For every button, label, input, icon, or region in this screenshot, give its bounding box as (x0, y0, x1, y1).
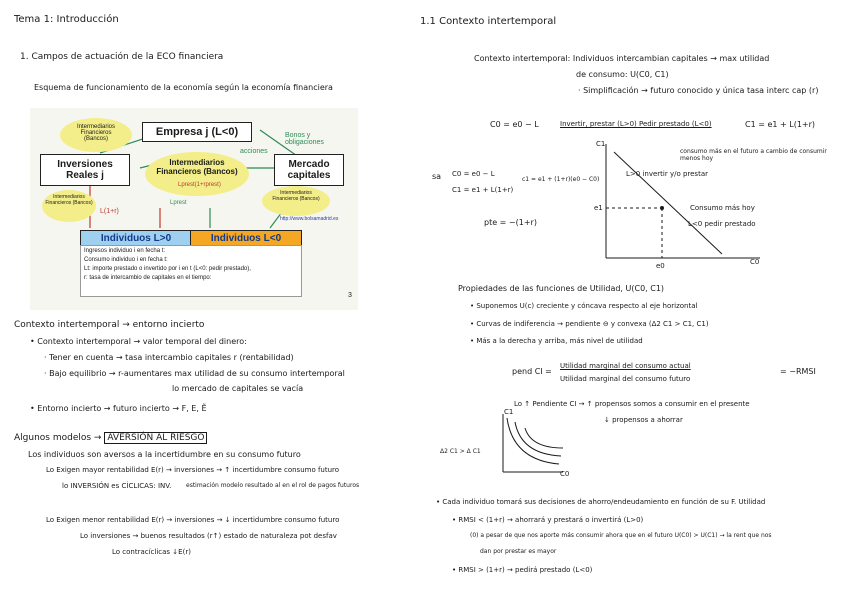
section-1-1-title: 1.1 Contexto intertemporal (420, 16, 557, 27)
ci-implication-1: Lo ↑ Pendiente CI → ↑ propensos somos a consumir en el presente (514, 400, 750, 408)
g1-axis-c0: C0 (750, 258, 760, 266)
url-label: http://www.bolsamadrid.es (280, 216, 339, 222)
g1-note-2: Consumo más hoy (690, 204, 755, 212)
sys-3: c1 = e1 + (1+r)(e0 − C0) (522, 176, 600, 183)
economy-scheme-slide (30, 108, 358, 310)
g1-lneg: L<0 pedir prestado (688, 220, 756, 228)
bonos-label: Bonos y obligaciones (285, 132, 324, 146)
g1-note-1: consumo más en el futuro a cambio de consumir menos hoy (680, 148, 827, 162)
pend-num: Utilidad marginal del consumo actual (560, 362, 691, 370)
g1-e0: e0 (656, 262, 665, 270)
g2-delta-label: Δ2 C1 > Δ C1 (440, 448, 481, 455)
int-small-mid-left: Intermediarios Financieros (Bancos) (45, 194, 93, 206)
algunos-label: Algunos modelos → (14, 433, 102, 443)
bullet-1b: · Bajo equilibrio → r-aumentares max utilidad de su consumo intertemporal (44, 369, 345, 378)
eq-c0: C0 = e0 − L (490, 120, 539, 129)
eq-middle: Invertir, prestar (L>0) Pedir prestado (L<0) (560, 120, 712, 128)
inversion-ciclicas: lo INVERSIÓN es CÍCLICAS: INV. (62, 482, 172, 490)
inversiones-buenos: Lo inversiones → buenos resultados (r↑) estado de naturaleza pot desfav (80, 532, 337, 540)
scheme-caption: Esquema de funcionamiento de la economía según la economía financiera (34, 83, 333, 92)
slide-line-2: Consumo individuo i en fecha t: (84, 257, 168, 263)
bullet-2: • Entorno incierto → futuro incierto → F, E, Ẽ (30, 404, 207, 413)
cada-individuo: • Cada individuo tomará sus decisiones de ahorro/endeudamiento en función de su F. Utilidad (436, 498, 766, 506)
slide-page-number: 3 (348, 292, 352, 299)
individuos-neg-box: Individuos L<0 (190, 230, 302, 246)
sys-1: C0 = e0 − L (452, 170, 495, 178)
acciones-label: acciones (240, 148, 268, 155)
algunos-modelos (14, 433, 207, 443)
g2-axis-c0: C0 (560, 470, 570, 478)
sa-label: sa (432, 172, 442, 181)
bullet-1c: lo mercado de capitales se vacía (172, 384, 304, 393)
simplification: · Simplificación → futuro conocido y única tasa interc cap (r) (578, 86, 819, 95)
sys-2: C1 = e1 + L(1+r) (452, 186, 514, 194)
int-small-right: Intermediarios Financieros (Bancos) (272, 190, 320, 202)
contraciclicas: Lo contracíclicas ↓E(r) (112, 548, 191, 556)
rmsi-less-note: (0) a pesar de que nos aporte más consumir ahora que en el futuro U(C0) > U(C1) → la rent que nos (470, 532, 772, 539)
pend-rhs: = −RMSI (780, 367, 816, 376)
prop-1: • Suponemos U(c) creciente y cóncava respecto al eje horizontal (470, 302, 698, 310)
slide-line-4: r: tasa de intercambio de capitales en el tiempo: (84, 275, 212, 281)
lprest-label: Lprest(1+rprest) (178, 182, 221, 188)
inversiones-box: Inversiones Reales j (40, 154, 130, 186)
g1-lpos: L>0 invertir y/o prestar (626, 170, 708, 178)
contexto-title: Contexto intertemporal → entorno incierto (14, 320, 205, 330)
exigen-menor: Lo Exigen menor rentabilidad E(r) → inversiones → ↓ incertidumbre consumo futuro (46, 516, 340, 524)
bullet-1a: · Tener en cuenta → tasa intercambio capitales r (rentabilidad) (44, 353, 294, 362)
prop-2: • Curvas de indiferencia → pendiente ⊖ y convexa (Δ2 C1 > C1, C1) (470, 320, 709, 328)
exigen-mayor: Lo Exigen mayor rentabilidad E(r) → inversiones → ↑ incertidumbre consumo futuro (46, 466, 340, 474)
lprest2-label: Lprest (170, 200, 187, 206)
intermediarios-main: Intermediarios Financieros (Bancos) (156, 158, 238, 176)
pend-lhs: pend CI = (512, 367, 552, 376)
slide-line-3: Lt: importe prestado o invertido por i en t (L<0: pedir prestado), (84, 266, 251, 272)
int-small-top-left: Intermediarios Financieros (Bancos) (76, 124, 115, 142)
g2-axis-c1: C1 (504, 408, 514, 416)
individuos-pos-box: Individuos L>0 (80, 230, 192, 246)
g1-axis-c1: C1 (596, 140, 606, 148)
empresa-box: Empresa j (L<0) (142, 122, 252, 142)
eq-c1: C1 = e1 + L(1+r) (745, 120, 816, 129)
prop-3: • Más a la derecha y arriba, más nivel de utilidad (470, 337, 643, 345)
topic-title: Tema 1: Introducción (14, 14, 119, 25)
bullet-1: • Contexto intertemporal → valor temporal del dinero: (30, 337, 247, 346)
g1-e1: e1 (594, 204, 603, 212)
slide-line-1: Ingresos individuo i en fecha t: (84, 248, 166, 254)
estimacion-note: estimación modelo resultado al en el rol de pagos futuros (186, 482, 360, 489)
aversion-box: AVERSIÓN AL RIESGO (104, 432, 207, 444)
rmsi-less: • RMSI < (1+r) → ahorrará y prestará o invertirá (L>0) (452, 516, 644, 524)
pend-den: Utilidad marginal del consumo futuro (560, 375, 691, 383)
properties-title: Propiedades de las funciones de Utilidad, U(C0, C1) (458, 284, 665, 293)
ci-definition: Contexto intertemporal: Individuos intercambian capitales → max utilidad (474, 54, 770, 63)
rmsi-less-note-2: dan por prestar es mayor (480, 548, 557, 555)
slope: pte = −(1+r) (484, 218, 537, 227)
individuos-aversos: Los individuos son aversos a la incertidumbre en su consumo futuro (28, 450, 301, 459)
ci-implication-2: ↓ propensos a ahorrar (604, 416, 683, 424)
lfinal-label: L(1+r) (100, 208, 119, 215)
ci-definition-2: de consumo: U(C0, C1) (576, 70, 669, 79)
mercado-box: Mercado capitales (274, 154, 344, 186)
indifference-graph (455, 410, 565, 478)
rmsi-greater: • RMSI > (1+r) → pedirá prestado (L<0) (452, 566, 593, 574)
section-1-title: 1. Campos de actuación de la ECO financiera (20, 52, 224, 62)
